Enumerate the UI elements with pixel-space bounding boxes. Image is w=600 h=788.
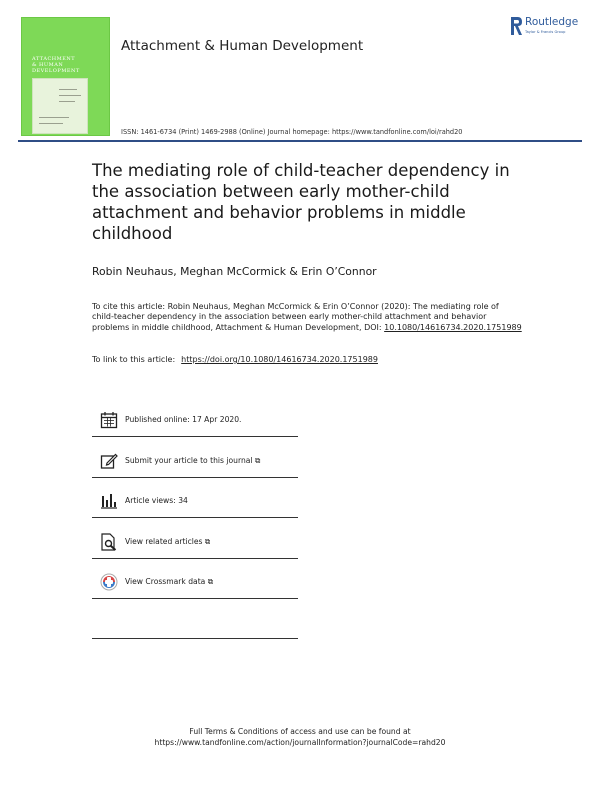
issn-text: ISSN: 1461-6734 (Print) 1469-2988 (Online) Journal homepage:: [121, 128, 332, 136]
article-doi-url[interactable]: https://doi.org/10.1080/14616734.2020.1751989: [181, 355, 378, 364]
related-articles-label: [125, 537, 210, 547]
published-date: Published online: 17 Apr 2020.: [125, 415, 242, 424]
cover-title: [32, 56, 102, 74]
document-search-icon: [100, 533, 118, 551]
citation-block: [92, 302, 522, 333]
crossmark-link[interactable]: [92, 577, 298, 639]
citation-text: Robin Neuhaus, Meghan McCormick & Erin O’Connor (2020): The mediating role of child-teacher dependency in the association between early mother-child attachment and behavior problems in middle childhood, Attachment & Human Development, DOI:: [92, 302, 499, 332]
related-articles-text: View related articles: [125, 536, 203, 546]
external-link-icon: ⧉: [254, 455, 261, 465]
cover-title-line: DEVELOPMENT: [32, 68, 80, 74]
link-to-article: [92, 355, 378, 364]
external-link-icon: ⧉: [204, 536, 211, 546]
publisher-name: Routledge: [525, 16, 579, 28]
journal-homepage-link[interactable]: https://www.tandfonline.com/loi/rahd20: [331, 128, 463, 136]
edit-pencil-icon: [100, 452, 118, 470]
submit-article-label: [125, 456, 260, 466]
article-views-count: Article views: 34: [125, 496, 188, 505]
footer-terms-text: Full Terms & Conditions of access and use can be found at: [189, 727, 411, 736]
article-links-list: [92, 415, 298, 639]
submit-article-text: Submit your article to this journal: [125, 455, 253, 465]
cover-title-line: ATTACHMENT: [32, 56, 76, 62]
publisher-logo[interactable]: [510, 16, 590, 42]
issn-line: [121, 128, 463, 136]
link-row-published: [92, 425, 298, 436]
link-to-label: To link to this article:: [92, 355, 176, 364]
routledge-logo-icon: [510, 16, 523, 36]
crossmark-label: [125, 577, 213, 587]
publisher-tagline: Taylor & Francis Group: [525, 30, 566, 34]
bar-chart-icon: [100, 492, 118, 510]
cover-title-line: & HUMAN: [32, 62, 64, 68]
footer-terms-link[interactable]: https://www.tandfonline.com/action/journalInformation?journalCode=rahd20: [154, 738, 446, 747]
citation-label: To cite this article:: [92, 302, 166, 311]
submit-article-link[interactable]: [92, 455, 298, 518]
footer: [0, 726, 600, 748]
journal-cover: [21, 17, 110, 136]
journal-name[interactable]: Attachment & Human Development: [121, 38, 364, 54]
crossmark-icon: [100, 573, 118, 591]
citation-doi-link[interactable]: 10.1080/14616734.2020.1751989: [384, 322, 522, 332]
external-link-icon: ⧉: [207, 577, 214, 586]
article-title: The mediating role of child-teacher dependency in the association between early mother-child attachment and behavior problems in middle childhood: [92, 161, 510, 243]
calendar-icon: [100, 411, 118, 429]
article-authors: Robin Neuhaus, Meghan McCormick & Erin O’Connor: [92, 265, 377, 278]
header-divider: [18, 140, 582, 142]
cover-panel: [32, 78, 88, 134]
crossmark-text: View Crossmark data: [125, 577, 206, 586]
